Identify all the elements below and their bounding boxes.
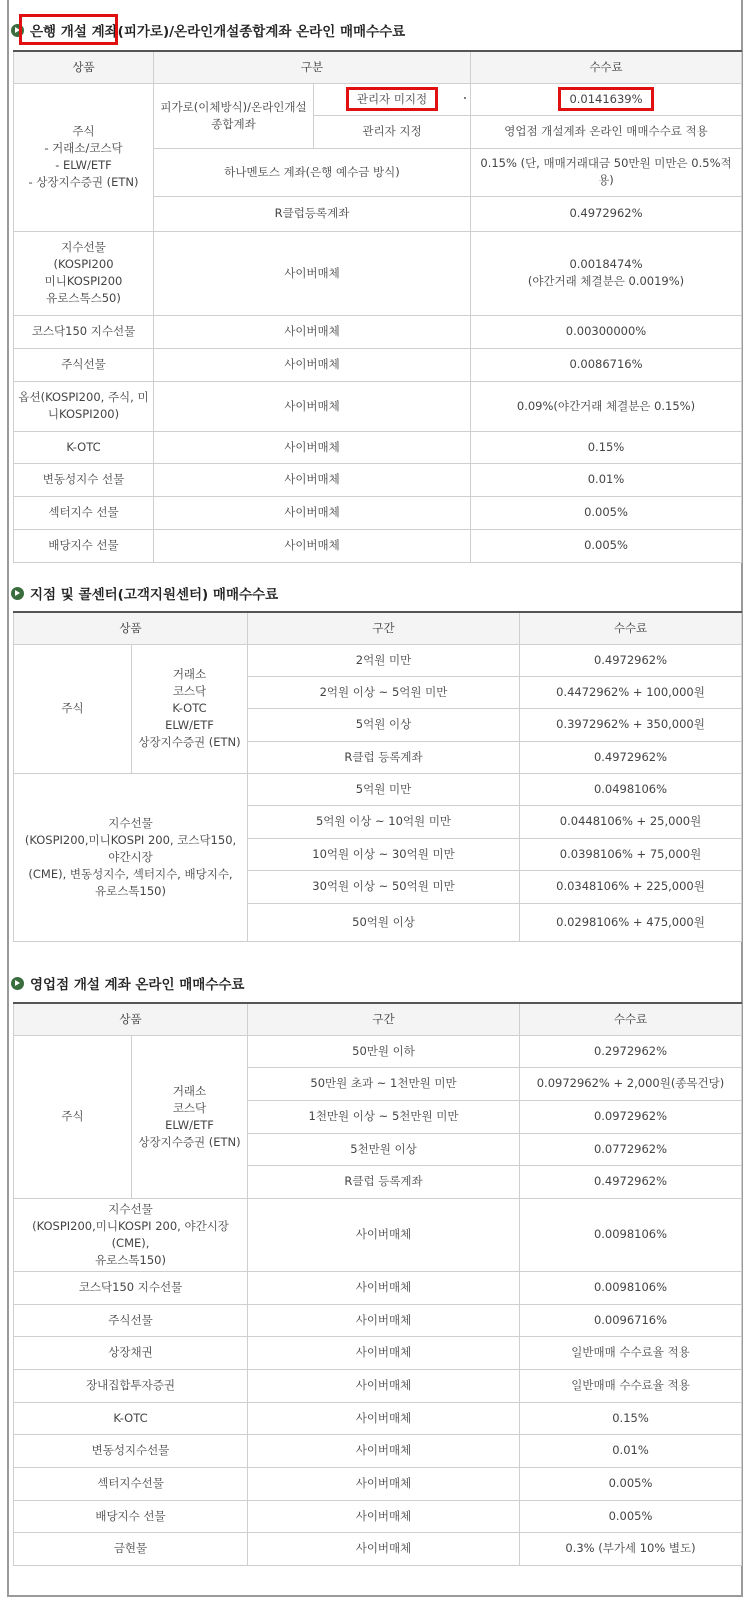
header-category: 구분 xyxy=(154,51,471,83)
table-row-fee: 0.0348106% + 225,000원 xyxy=(520,870,742,903)
table-row-range: 1천만원 이상 ~ 5천만원 미만 xyxy=(248,1100,520,1133)
table-row-range: 50만원 초과 ~ 1천만원 미만 xyxy=(248,1067,520,1100)
table-row-fee: 0.0972962% + 2,000원(종목건당) xyxy=(520,1067,742,1100)
table-row-fee: 0.4972962% xyxy=(520,1165,742,1198)
table-row-type: 사이버매체 xyxy=(248,1304,520,1336)
fee-document xyxy=(7,0,743,1597)
table-row-product: 변동성지수 선물 xyxy=(14,463,154,496)
table-row-type: 사이버매체 xyxy=(154,348,471,381)
header-fee: 수수료 xyxy=(520,1003,742,1035)
table-row-fee: 0.01% xyxy=(471,463,742,496)
table-row-fee: 0.0398106% + 75,000원 xyxy=(520,838,742,870)
table-row-type: 사이버매체 xyxy=(248,1434,520,1467)
figaro-account-cell: 피가로(이체방식)/온라인개설 종합계좌 xyxy=(154,83,314,148)
index-futures-cell xyxy=(14,1198,248,1271)
stock-sub-line: ELW/ETF xyxy=(165,718,214,732)
header-product: 상품 xyxy=(14,612,248,644)
header-product: 상품 xyxy=(14,1003,248,1035)
stock-sub-line: 거래소 xyxy=(172,1083,207,1098)
table-row-product: K-OTC xyxy=(14,1402,248,1434)
table-row-product: 코스닥150 지수선물 xyxy=(14,315,154,348)
table-row-range: 5천만원 이상 xyxy=(248,1133,520,1165)
table-row-product: 옵션(KOSPI200, 주식, 미니KOSPI200) xyxy=(14,381,154,431)
table-row-fee: 0.005% xyxy=(520,1500,742,1532)
table-row-fee: 0.3% (부가세 10% 별도) xyxy=(520,1532,742,1565)
table-row-type: 사이버매체 xyxy=(154,529,471,562)
index-label-line: (KOSPI200,미니KOSPI 200, 야간시장(CME), xyxy=(32,1218,229,1250)
table-row-range: 10억원 이상 ~ 30억원 미만 xyxy=(248,838,520,870)
table-row-fee: 0.0498106% xyxy=(520,773,742,805)
header-range: 구간 xyxy=(248,612,520,644)
table-row-range: 30억원 이상 ~ 50억원 미만 xyxy=(248,870,520,903)
hana-mentos-fee: 0.15% (단, 매매거래대금 50만원 미만은 0.5%적용) xyxy=(471,148,742,196)
table-row-range: R클럽 등록계좌 xyxy=(248,741,520,773)
stock-sub-cell xyxy=(132,1035,248,1198)
table-row-type: 사이버매체 xyxy=(248,1369,520,1402)
manager-assigned-fee: 영업점 개설계좌 온라인 매매수수료 적용 xyxy=(471,115,742,148)
table-row-fee: 0.00300000% xyxy=(471,315,742,348)
index-futures-fee xyxy=(471,231,742,315)
index-fee-line: 0.0018474% xyxy=(569,257,643,271)
table-row-type: 사이버매체 xyxy=(248,1271,520,1304)
table-row-type: 사이버매체 xyxy=(248,1467,520,1500)
table-row-range: 5억원 이상 ~ 10억원 미만 xyxy=(248,805,520,838)
futures-label-line: (KOSPI200,미니KOSPI 200, 코스닥150, 야간시장 xyxy=(24,832,237,864)
table-row-fee: 0.0096716% xyxy=(520,1304,742,1336)
table-row-range: 5억원 이상 xyxy=(248,708,520,741)
stock-product-cell: 주식 xyxy=(14,1035,132,1198)
table-row-fee: 0.01% xyxy=(520,1434,742,1467)
table-row-product: 변동성지수선물 xyxy=(14,1434,248,1467)
table-row-fee: 0.005% xyxy=(471,529,742,562)
table-row-range: R클럽 등록계좌 xyxy=(248,1165,520,1198)
table-row-fee: 0.005% xyxy=(520,1467,742,1500)
stock-label-line: - 거래소/코스닥 xyxy=(44,141,123,155)
table-row-range: 2억원 이상 ~ 5억원 미만 xyxy=(248,676,520,708)
stock-sub-line: K-OTC xyxy=(172,701,207,715)
section3-title xyxy=(11,971,244,995)
stock-product-cell xyxy=(14,83,154,231)
stock-sub-line: 상장지수증권 (ETN) xyxy=(138,1134,241,1149)
table-row-product: 주식선물 xyxy=(14,348,154,381)
title-highlight-box xyxy=(19,14,118,45)
table-row-fee: 0.0298106% + 475,000원 xyxy=(520,903,742,941)
stock-sub-line: ELW/ETF xyxy=(165,1117,214,1132)
table-row-fee: 0.15% xyxy=(471,431,742,463)
header-fee: 수수료 xyxy=(471,51,742,83)
table-row-range: 50만원 이하 xyxy=(248,1035,520,1067)
table-row-fee: 0.4972962% xyxy=(520,644,742,676)
branch-online-fee-table xyxy=(13,1002,742,1566)
table-row-product: 금현물 xyxy=(14,1532,248,1565)
table-row-range: 2억원 미만 xyxy=(248,644,520,676)
index-label-line: 유로스톡150) xyxy=(95,1252,166,1267)
table-row-product: 섹터지수 선물 xyxy=(14,496,154,529)
table-row-product: 배당지수 선물 xyxy=(14,1500,248,1532)
table-row-product: 장내집합투자증권 xyxy=(14,1369,248,1402)
stock-sub-line: 코스닥 xyxy=(172,684,207,698)
table-row-fee: 0.005% xyxy=(471,496,742,529)
table-row-fee: 0.0448106% + 25,000원 xyxy=(520,805,742,838)
index-futures-fee: 0.0098106% xyxy=(520,1198,742,1271)
section1-title-highlight: 은행 개설 계좌 xyxy=(30,24,118,40)
table-row-product: K-OTC xyxy=(14,431,154,463)
r-club-cell: R클럽등록계좌 xyxy=(154,196,471,231)
stock-label-line: - 상장지수증권 (ETN) xyxy=(28,175,139,189)
futures-label-line: (CME), 변동성지수, 섹터지수, 배당지수, xyxy=(28,866,233,881)
stock-product-cell: 주식 xyxy=(14,644,132,773)
table-row-fee: 0.2972962% xyxy=(520,1035,742,1067)
stock-label-line: - ELW/ETF xyxy=(55,158,112,172)
section2-title xyxy=(11,581,278,605)
table-row-type: 사이버매체 xyxy=(154,463,471,496)
table-row-fee: 일반매매 수수료율 적용 xyxy=(520,1369,742,1402)
table-row-range: 5억원 미만 xyxy=(248,773,520,805)
stock-label-line: 주식 xyxy=(72,124,95,138)
header-product: 상품 xyxy=(14,51,154,83)
table-row-product: 주식선물 xyxy=(14,1304,248,1336)
section1-title-rest: (피가로)/온라인개설종합계좌 온라인 매매수수료 xyxy=(117,24,406,40)
index-futures-cell xyxy=(14,231,154,315)
table-row-fee: 0.3972962% + 350,000원 xyxy=(520,708,742,741)
table-row-fee: 0.0972962% xyxy=(520,1100,742,1133)
index-label-line: 유로스톡스50) xyxy=(46,291,121,305)
bank-account-fee-table xyxy=(13,50,742,563)
figaro-fee-cell xyxy=(471,83,742,115)
section-gap xyxy=(9,942,741,968)
index-label-line: (KOSPI200 xyxy=(53,257,114,271)
section2-title-text: 지점 및 콜센터(고객지원센터) 매매수수료 xyxy=(30,587,279,603)
hana-mentos-cell: 하나멘토스 계좌(은행 예수금 방식) xyxy=(154,148,471,196)
circle-arrow-icon xyxy=(11,587,24,600)
stock-sub-line: 거래소 xyxy=(172,667,207,681)
section3-title-text: 영업점 개설 계좌 온라인 매매수수료 xyxy=(30,977,245,993)
manager-unassigned-cell xyxy=(314,83,471,115)
table-row-product: 상장채권 xyxy=(14,1336,248,1369)
futures-label-line: 유로스톡150) xyxy=(95,883,166,898)
table-row-type: 사이버매체 xyxy=(154,315,471,348)
table-row-fee: 0.4972962% xyxy=(520,741,742,773)
table-row-type: 사이버매체 xyxy=(248,1500,520,1532)
futures-label-line: 지수선물 xyxy=(108,815,153,830)
dot-mark xyxy=(464,97,466,99)
stock-sub-cell xyxy=(132,644,248,773)
table-row-type: 사이버매체 xyxy=(248,1336,520,1369)
table-row-fee: 일반매매 수수료율 적용 xyxy=(520,1336,742,1369)
table-row-type: 사이버매체 xyxy=(248,1532,520,1565)
header-fee: 수수료 xyxy=(520,612,742,644)
table-row-type: 사이버매체 xyxy=(154,431,471,463)
branch-fee-table xyxy=(13,611,742,942)
stock-sub-line: 코스닥 xyxy=(172,1100,207,1115)
table-row-type: 사이버매체 xyxy=(248,1402,520,1434)
table-row-product: 코스닥150 지수선물 xyxy=(14,1271,248,1304)
table-row-type: 사이버매체 xyxy=(154,496,471,529)
figaro-fee-value: 0.0141639% xyxy=(558,87,653,111)
index-label-line: 미니KOSPI200 xyxy=(44,274,123,288)
futures-product-cell xyxy=(14,773,248,941)
table-row-range: 50억원 이상 xyxy=(248,903,520,941)
table-row-fee: 0.4472962% + 100,000원 xyxy=(520,676,742,708)
header-range: 구간 xyxy=(248,1003,520,1035)
index-label-line: 지수선물 xyxy=(108,1201,153,1216)
index-futures-type: 사이버매체 xyxy=(248,1198,520,1271)
table-row-product: 섹터지수선물 xyxy=(14,1467,248,1500)
index-futures-type: 사이버매체 xyxy=(154,231,471,315)
index-fee-line: (야간거래 체결분은 0.0019%) xyxy=(527,274,685,288)
table-row-fee: 0.09%(야간거래 체결분은 0.15%) xyxy=(471,381,742,431)
table-row-fee: 0.0086716% xyxy=(471,348,742,381)
manager-assigned-cell: 관리자 지정 xyxy=(314,115,471,148)
table-row-fee: 0.0098106% xyxy=(520,1271,742,1304)
manager-unassigned-label: 관리자 미지정 xyxy=(346,87,438,111)
table-row-product: 배당지수 선물 xyxy=(14,529,154,562)
circle-arrow-icon xyxy=(11,977,24,990)
table-row-fee: 0.0772962% xyxy=(520,1133,742,1165)
table-row-type: 사이버매체 xyxy=(154,381,471,431)
r-club-fee: 0.4972962% xyxy=(471,196,742,231)
stock-sub-line: 상장지수증권 (ETN) xyxy=(138,735,241,749)
table-row-fee: 0.15% xyxy=(520,1402,742,1434)
index-label-line: 지수선물 xyxy=(61,240,106,254)
